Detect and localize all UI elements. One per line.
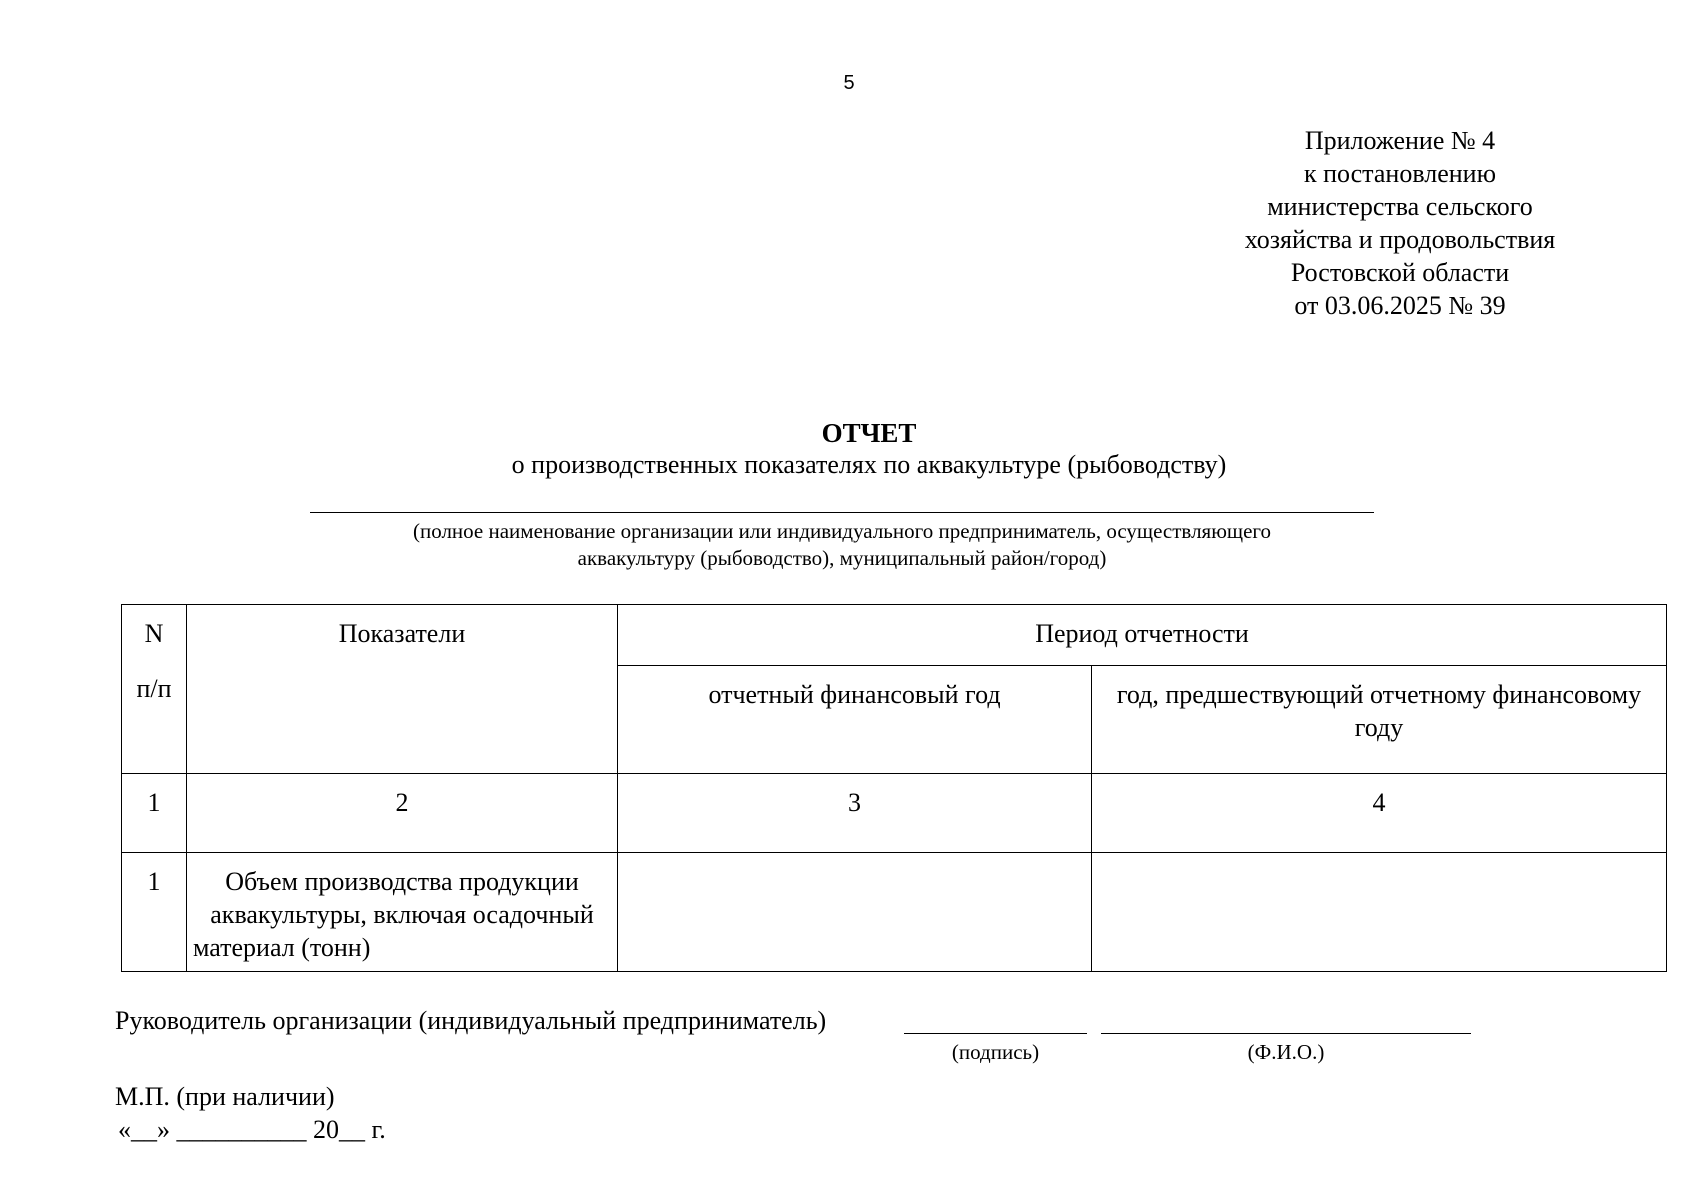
- header-indicators: Показатели: [187, 605, 618, 774]
- caption-line: (полное наименование организации или индивидуального предприниматель, осуществляющего: [413, 519, 1271, 543]
- row-current-year-value[interactable]: [618, 853, 1092, 972]
- header-period: Период отчетности: [618, 605, 1667, 666]
- table-column-numbers-row: [122, 774, 1667, 853]
- report-subtitle: о производственных показателях по аквакультуре (рыбоводству): [511, 450, 1227, 479]
- appendix-block: [1200, 124, 1600, 322]
- header-number-cell: [122, 605, 187, 774]
- row-previous-year-value[interactable]: [1092, 853, 1667, 972]
- appendix-line: Ростовской области: [1290, 258, 1510, 287]
- report-title: ОТЧЕТ: [821, 418, 917, 448]
- column-number: 1: [122, 774, 187, 853]
- fio-line[interactable]: [1101, 1033, 1471, 1034]
- signature-line[interactable]: [904, 1033, 1087, 1034]
- appendix-line: министерства сельского: [1267, 192, 1533, 221]
- fio-caption: (Ф.И.О.): [1247, 1040, 1325, 1064]
- column-number: 2: [187, 774, 618, 853]
- row-number: 1: [122, 853, 187, 972]
- signature-caption: (подпись): [951, 1040, 1040, 1064]
- date-line[interactable]: «__» __________ 20__ г.: [118, 1115, 386, 1144]
- caption-line: аквакультуру (рыбоводство), муниципальный район/город): [577, 546, 1107, 570]
- column-number: 4: [1092, 774, 1667, 853]
- appendix-line: Приложение № 4: [1304, 126, 1496, 155]
- header-number-n: N: [144, 619, 164, 648]
- organization-name-line[interactable]: [310, 512, 1374, 513]
- appendix-line: хозяйства и продовольствия: [1244, 225, 1556, 254]
- report-table: [121, 604, 1667, 972]
- header-current-year: отчетный финансовый год: [618, 666, 1092, 774]
- signature-label: Руководитель организации (индивидуальный предприниматель): [115, 1006, 827, 1035]
- header-previous-year: год, предшествующий отчетному финансовому году: [1092, 666, 1667, 774]
- column-number: 3: [618, 774, 1092, 853]
- header-number-pp: п/п: [136, 674, 172, 703]
- row-indicator: Объем производства продукции аквакультуры, включая осадочный материал (тонн): [187, 853, 618, 972]
- stamp-label: М.П. (при наличии): [115, 1082, 335, 1111]
- appendix-line: от 03.06.2025 № 39: [1294, 291, 1506, 320]
- organization-name-caption: [250, 518, 1434, 572]
- table-header-row: [122, 605, 1667, 666]
- appendix-line: к постановлению: [1303, 159, 1497, 188]
- table-row: [122, 853, 1667, 972]
- page-number: 5: [843, 72, 855, 94]
